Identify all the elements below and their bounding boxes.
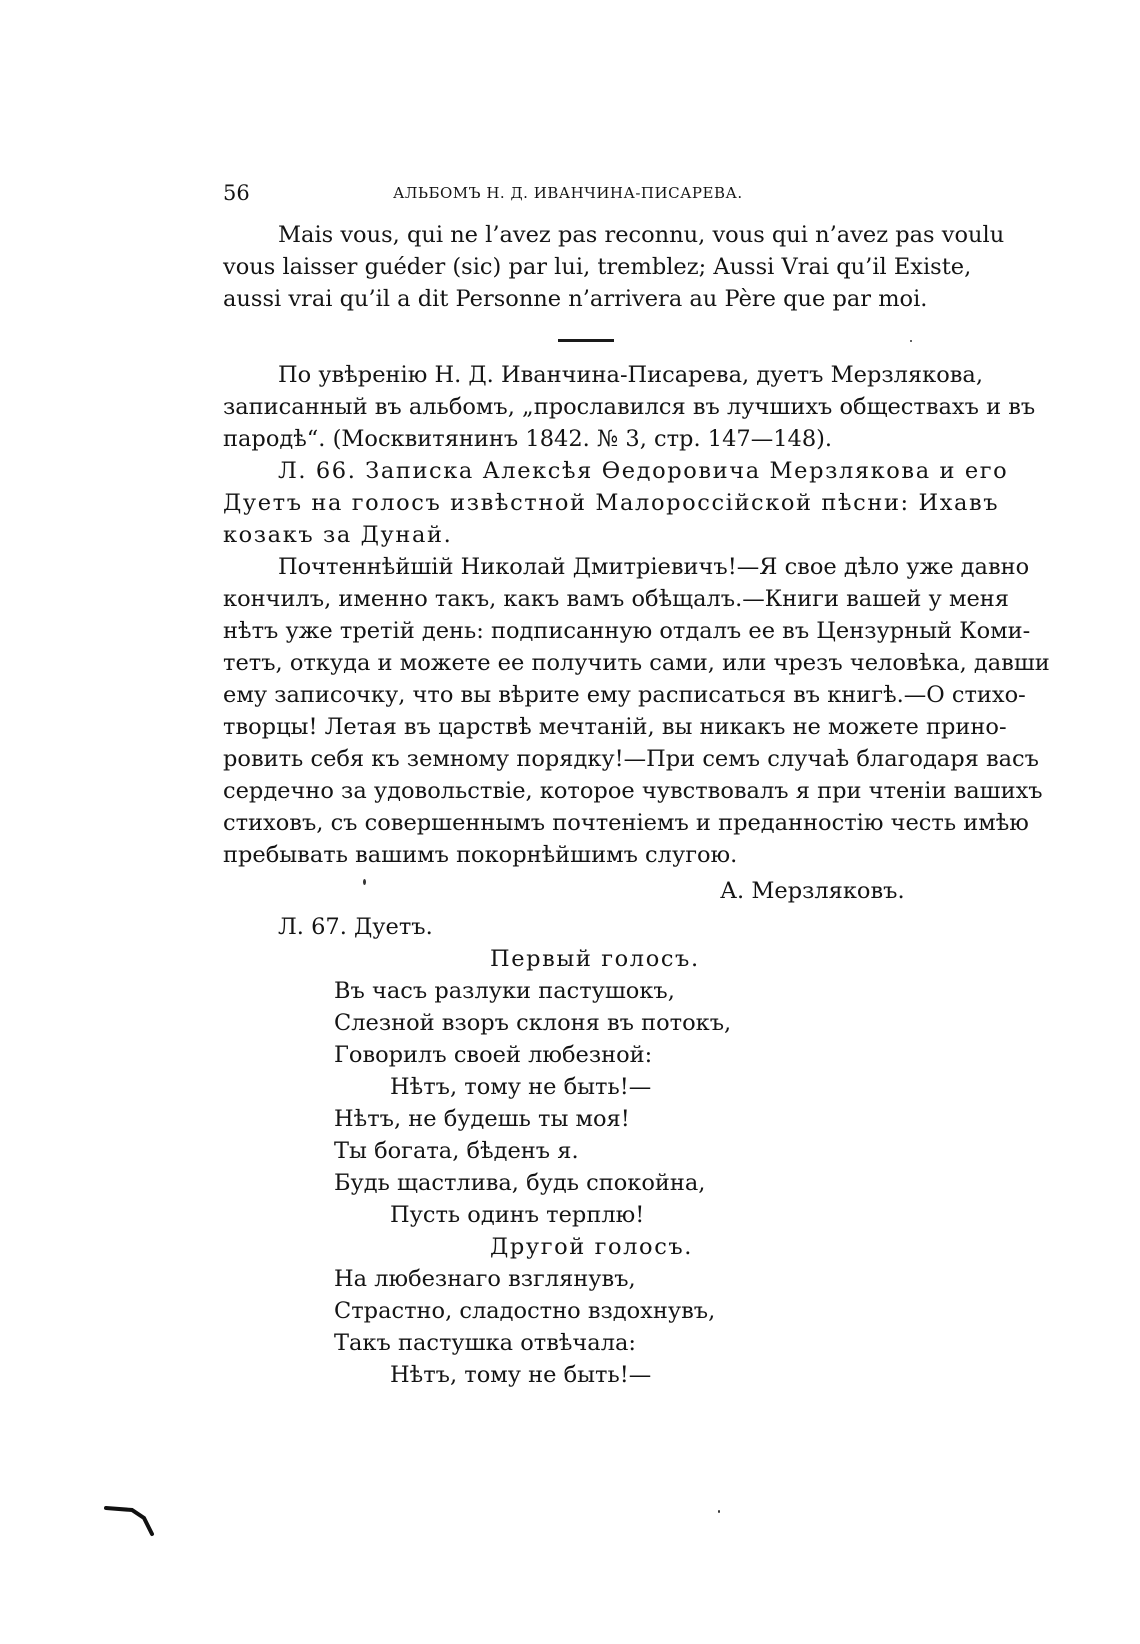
letter-line: Почтеннѣйшій Николай Дмитріевичъ!—Я свое дѣло уже давно: [278, 554, 1030, 580]
poem-line: Говорилъ своей любезной:: [334, 1042, 653, 1068]
letter-line: кончилъ, именно такъ, какъ вамъ обѣщалъ.—Книги вашей у меня: [223, 586, 1009, 612]
entry-66-heading: Дуетъ на голосъ извѣстной Малороссійской пѣсни: Ихавъ: [223, 490, 1000, 516]
scan-mark-icon: [104, 1500, 156, 1540]
section-divider: [558, 339, 614, 342]
poem-line: Въ часъ разлуки пастушокъ,: [334, 978, 675, 1004]
poem-line: Страстно, сладостно вздохнувъ,: [334, 1298, 716, 1324]
scan-speck: [718, 1510, 720, 1513]
scan-speck: [910, 340, 912, 342]
letter-line: творцы! Летая въ царствѣ мечтаній, вы никакъ не можете прино-: [223, 714, 1007, 740]
entry-66-heading: козакъ за Дунай.: [223, 522, 453, 548]
french-line: aussi vrai qu’il a dit Personne n’arrivera au Père que par moi.: [223, 286, 928, 312]
letter-line: сердечно за удовольствіе, которое чувствовалъ я при чтеніи вашихъ: [223, 778, 1043, 804]
poem-line: На любезнаго взглянувъ,: [334, 1266, 636, 1292]
note-line: пародѣ“. (Москвитянинъ 1842. № 3, стр. 147—148).: [223, 426, 833, 452]
poem-refrain: Нѣтъ, тому не быть!—: [390, 1362, 652, 1388]
letter-line: нѣтъ уже третій день: подписанную отдалъ ее въ Цензурный Коми-: [223, 618, 1031, 644]
voice-heading: Другой голосъ.: [490, 1234, 694, 1260]
entry-66-heading: Л. 66. Записка Алексѣя Ѳедоровича Мерзлякова и его: [278, 458, 1009, 484]
voice-heading: Первый голосъ.: [490, 946, 700, 972]
letter-line: пребывать вашимъ покорнѣйшимъ слугою.: [223, 842, 738, 868]
note-line: записанный въ альбомъ, „прославился въ лучшихъ обществахъ и въ: [223, 394, 1036, 420]
poem-line: Слезной взоръ склоня въ потокъ,: [334, 1010, 732, 1036]
letter-line: ровить себя къ земному порядку!—При семъ случаѣ благодаря васъ: [223, 746, 1039, 772]
running-header: [223, 178, 930, 208]
running-title: АЛЬБОМЪ Н. Д. ИВАНЧИНА-ПИСАРЕВА.: [393, 184, 743, 202]
poem-line: Ты богата, бѣденъ я.: [334, 1138, 579, 1164]
poem-line: Нѣтъ, не будешь ты моя!: [334, 1106, 630, 1132]
french-line: Mais vous, qui ne l’avez pas reconnu, vous qui n’avez pas voulu: [278, 222, 1005, 248]
french-line: vous laisser guéder (sic) par lui, tremblez; Aussi Vrai qu’il Existe,: [223, 254, 972, 280]
signature: А. Мерзляковъ.: [720, 878, 905, 904]
scan-speck: [363, 879, 366, 885]
letter-line: ему записочку, что вы вѣрите ему расписаться въ книгѣ.—О стихо-: [223, 682, 1026, 708]
page-number: 56: [223, 181, 250, 205]
note-line: По увѣренію Н. Д. Иванчина-Писарева, дуетъ Мерзлякова,: [278, 362, 983, 388]
poem-line: Будь щастлива, будь спокойна,: [334, 1170, 706, 1196]
poem-refrain: Пусть одинъ терплю!: [390, 1202, 645, 1228]
letter-line: тетъ, откуда и можете ее получить сами, или чрезъ человѣка, давши: [223, 650, 1050, 676]
entry-67-heading: Л. 67. Дуетъ.: [278, 914, 433, 940]
letter-line: стиховъ, съ совершеннымъ почтеніемъ и преданностію честь имѣю: [223, 810, 1029, 836]
poem-refrain: Нѣтъ, тому не быть!—: [390, 1074, 652, 1100]
poem-line: Такъ пастушка отвѣчала:: [334, 1330, 637, 1356]
